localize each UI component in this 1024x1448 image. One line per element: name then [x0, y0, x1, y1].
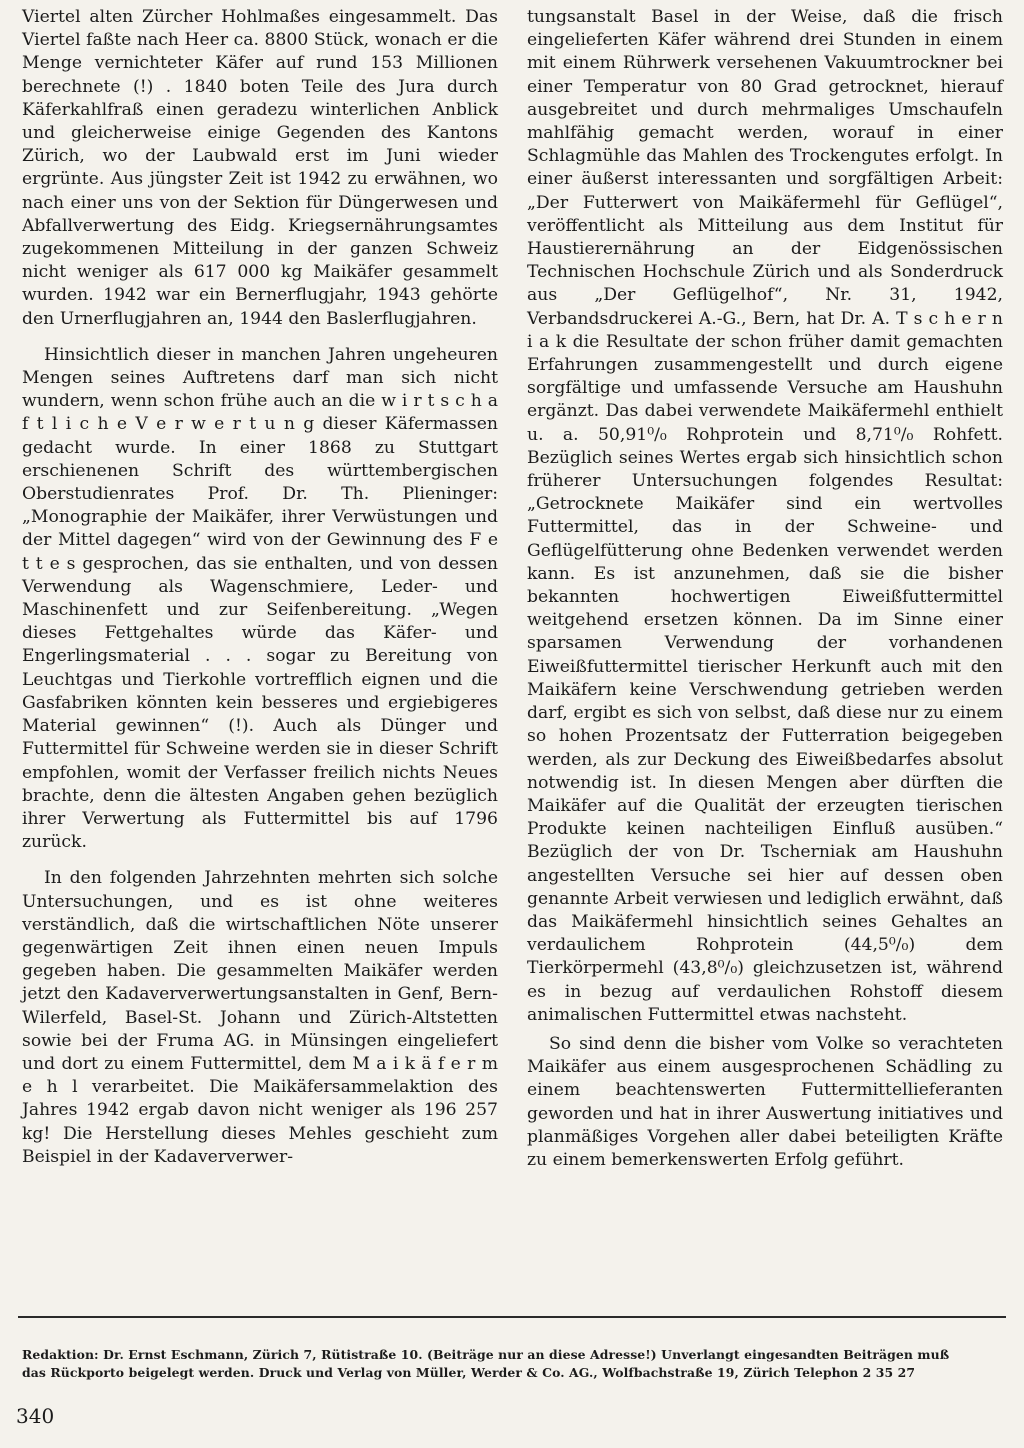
page-number: 340: [16, 1404, 55, 1428]
right-column: [527, 6, 1003, 1172]
left-paragraph-1: Viertel alten Zürcher Hohlmaßes eingesammelt. Das Viertel faßte nach Heer ca. 8800 Stück, wonach er die Menge vernichteter Käfer auf rund 153 Millionen berechnete (!) . 1840 boten Teile des Jura durch Käferkahlfraß einen geradezu winterlichen Anblick und gleicherweise einige Gegenden des Kantons Zürich, wo der Laubwald erst im Juni wieder ergrünte. Aus jüngster Zeit ist 1942 zu erwähnen, wo nach einer uns von der Sektion für Düngerwesen und Abfallverwertung des Eidg. Kriegsernährungsamtes zugekommenen Mitteilung in der ganzen Schweiz nicht weniger als 617 000 kg Maikäfer gesammelt wurden. 1942 war ein Bernerflugjahr, 1943 gehörte den Urnerflugjahren an, 1944 den Baslerflugjahren.: [22, 7, 498, 329]
imprint-line-1: Redaktion: Dr. Ernst Eschmann, Zürich 7, Rütistraße 10. (Beiträge nur an diese Adresse!) Unverlangt eingesandten Beiträgen muß: [22, 1347, 950, 1362]
imprint-footer: [22, 1346, 1006, 1382]
left-paragraph-2: Hinsichtlich dieser in manchen Jahren ungeheuren Mengen seines Auftretens darf man sich nicht wundern, wenn schon frühe auch an die w i r t s c h a f t l i c h e V e r w e r t u n g dieser Käfermassen gedacht wurde. In einer 1868 zu Stuttgart erschienenen Schrift des württembergischen Oberstudienrates Prof. Dr. Th. Plieninger: „Monographie der Maikäfer, ihrer Verwüstungen und der Mittel dagegen“ wird von der Gewinnung des F e t t e s gesprochen, das sie enthalten, und von dessen Verwendung als Wagenschmiere, Leder- und Maschinenfett und zur Seifenbereitung. „Wegen dieses Fettgehaltes würde das Käfer- und Engerlingsmaterial . . . sogar zu Bereitung von Leuchtgas und Tierkohle vortrefflich eignen und die Gasfabriken könnten kein besseres und ergiebigeres Material gewinnen“ (!). Auch als Dünger und Futtermittel für Schweine werden sie in dieser Schrift empfohlen, womit der Verfasser freilich nichts Neues brachte, denn die ältesten Angaben gehen bezüglich ihrer Verwertung als Futtermittel bis auf 1796 zurück.: [22, 344, 498, 853]
left-paragraph-3: In den folgenden Jahrzehnten mehrten sich solche Untersuchungen, und es ist ohne weiteres verständlich, daß die wirtschaftlichen Nöte unserer gegenwärtigen Zeit ihnen einen neuen Impuls gegeben haben. Die gesammelten Maikäfer werden jetzt den Kadaververwertungsanstalten in Genf, Bern-Wilerfeld, Basel-St. Johann und Zürich-Altstetten sowie bei der Fruma AG. in Münsingen eingeliefert und dort zu einem Futtermittel, dem M a i k ä f e r m e h l verarbeitet. Die Maikäfersammelaktion des Jahres 1942 ergab davon nicht weniger als 196 257 kg! Die Herstellung dieses Mehles geschieht zum Beispiel in der Kadaververwer-: [22, 868, 498, 1167]
left-column: [22, 6, 498, 1169]
imprint-line-2: das Rückporto beigelegt werden. Druck und Verlag von Müller, Werder & Co. AG., Wolfbachstraße 19, Zürich Telephon 2 35 27: [22, 1365, 916, 1380]
right-paragraph-2: So sind denn die bisher vom Volke so verachteten Maikäfer aus einem ausgesprochenen Schädling zu einem beachtenswerten Futtermittellieferanten geworden und hat in ihrer Auswertung initiatives und planmäßiges Vorgehen aller dabei beteiligten Kräfte zu einem bemerkenswerten Erfolg geführt.: [527, 1033, 1003, 1170]
right-paragraph-1: tungsanstalt Basel in der Weise, daß die frisch eingelieferten Käfer während drei Stunden in einem mit einem Rührwerk versehenen Vakuumtrockner bei einer Temperatur von 80 Grad getrocknet, hierauf ausgebreitet und durch mehrmaliges Umschaufeln mahlfähig gemacht werden, worauf in einer Schlagmühle das Mahlen des Trockengutes erfolgt. In einer äußerst interessanten und sorgfältigen Arbeit: „Der Futterwert von Maikäfermehl für Geflügel“, veröffentlicht als Mitteilung aus dem Institut für Haustierernährung an der Eidgenössischen Technischen Hochschule Zürich und als Sonderdruck aus „Der Geflügelhof“, Nr. 31, 1942, Verbandsdruckerei A.-G., Bern, hat Dr. A. T s c h e r n i a k die Resultate der schon früher damit gemachten Erfahrungen zusammengestellt und durch eigene sorgfältige und umfassende Versuche am Haushuhn ergänzt. Das dabei verwendete Maikäfermehl enthielt u. a. 50,91⁰/₀ Rohprotein und 8,71⁰/₀ Rohfett. Bezüglich seines Wertes ergab sich hinsichtlich schon früherer Untersuchungen folgendes Resultat: „Getrocknete Maikäfer sind ein wertvolles Futtermittel, das in der Schweine- und Geflügelfütterung ohne Bedenken verwendet werden kann. Es ist anzunehmen, daß sie die bisher bekannten hochwertigen Eiweißfuttermittel weitgehend ersetzen können. Da im Sinne einer sparsamen Verwendung der vorhandenen Eiweißfuttermittel tierischer Herkunft auch mit den Maikäfern keine Verschwendung getrieben werden darf, ergibt es sich von selbst, daß diese nur zu einem so hohen Prozentsatz der Futterration beigegeben werden, als zur Deckung des Eiweißbedarfes absolut notwendig ist. In diesen Mengen aber dürften die Maikäfer auf die Qualität der erzeugten tierischen Produkte keinen nachteiligen Einfluß ausüben.“ Bezüglich der von Dr. Tscherniak am Haushuhn angestellten Versuche sei hier auf dessen oben genannte Arbeit verwiesen und lediglich erwähnt, daß das Maikäfermehl hinsichtlich seines Gehaltes an verdaulichem Rohprotein (44,5⁰/₀) dem Tierkörpermehl (43,8⁰/₀) gleichzusetzen ist, während es in bezug auf verdaulichen Rohstoff diesem animalischen Futtermittel etwas nachsteht.: [527, 7, 1003, 1025]
footer-divider: [18, 1316, 1006, 1318]
